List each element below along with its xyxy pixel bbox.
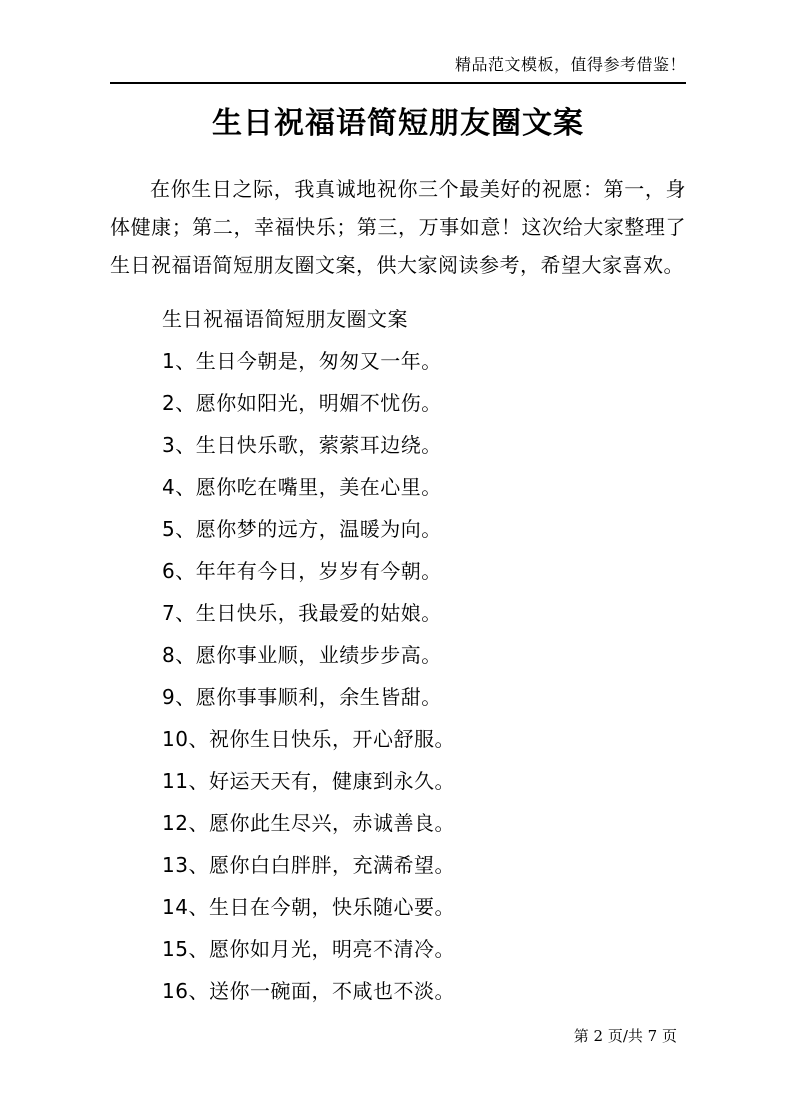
list-item: 14、生日在今朝，快乐随心要。 [162, 895, 455, 919]
list-item: 13、愿你白白胖胖，充满希望。 [162, 853, 455, 877]
list-item: 9、愿你事事顺利，余生皆甜。 [162, 685, 442, 709]
list-item: 12、愿你此生尽兴，赤诚善良。 [162, 811, 455, 835]
list-item: 3、生日快乐歌，萦萦耳边绕。 [162, 433, 442, 457]
list-item: 16、送你一碗面，不咸也不淡。 [162, 979, 455, 1003]
header-slogan: 精品范文模板，值得参考借鉴！ [454, 55, 686, 74]
page-number: 第 2 页/共 7 页 [573, 1027, 677, 1045]
list-item: 7、生日快乐，我最爱的姑娘。 [162, 601, 442, 625]
page-footer [574, 1026, 677, 1046]
page-title: 生日祝福语简短朋友圈文案 [212, 106, 584, 141]
list-item: 11、好运天天有，健康到永久。 [162, 769, 455, 793]
page-content [110, 0, 686, 1012]
section-heading: 生日祝福语简短朋友圈文案 [162, 307, 408, 331]
list-item: 8、愿你事业顺，业绩步步高。 [162, 643, 442, 667]
wishes-list [110, 298, 686, 1012]
list-item: 1、生日今朝是，匆匆又一年。 [162, 349, 442, 373]
page-header [110, 0, 686, 84]
list-item: 4、愿你吃在嘴里，美在心里。 [162, 475, 442, 499]
intro-paragraph: 在你生日之际，我真诚地祝你三个最美好的祝愿：第一，身体健康；第二，幸福快乐；第三，万事如意！这次给大家整理了生日祝福语简短朋友圈文案，供大家阅读参考，希望大家喜欢。 [110, 177, 686, 277]
list-item: 5、愿你梦的远方，温暖为向。 [162, 517, 442, 541]
list-item: 6、年年有今日，岁岁有今朝。 [162, 559, 442, 583]
list-item: 10、祝你生日快乐，开心舒服。 [162, 727, 455, 751]
list-item: 2、愿你如阳光，明媚不忧伤。 [162, 391, 442, 415]
list-item: 15、愿你如月光，明亮不清冷。 [162, 937, 455, 961]
